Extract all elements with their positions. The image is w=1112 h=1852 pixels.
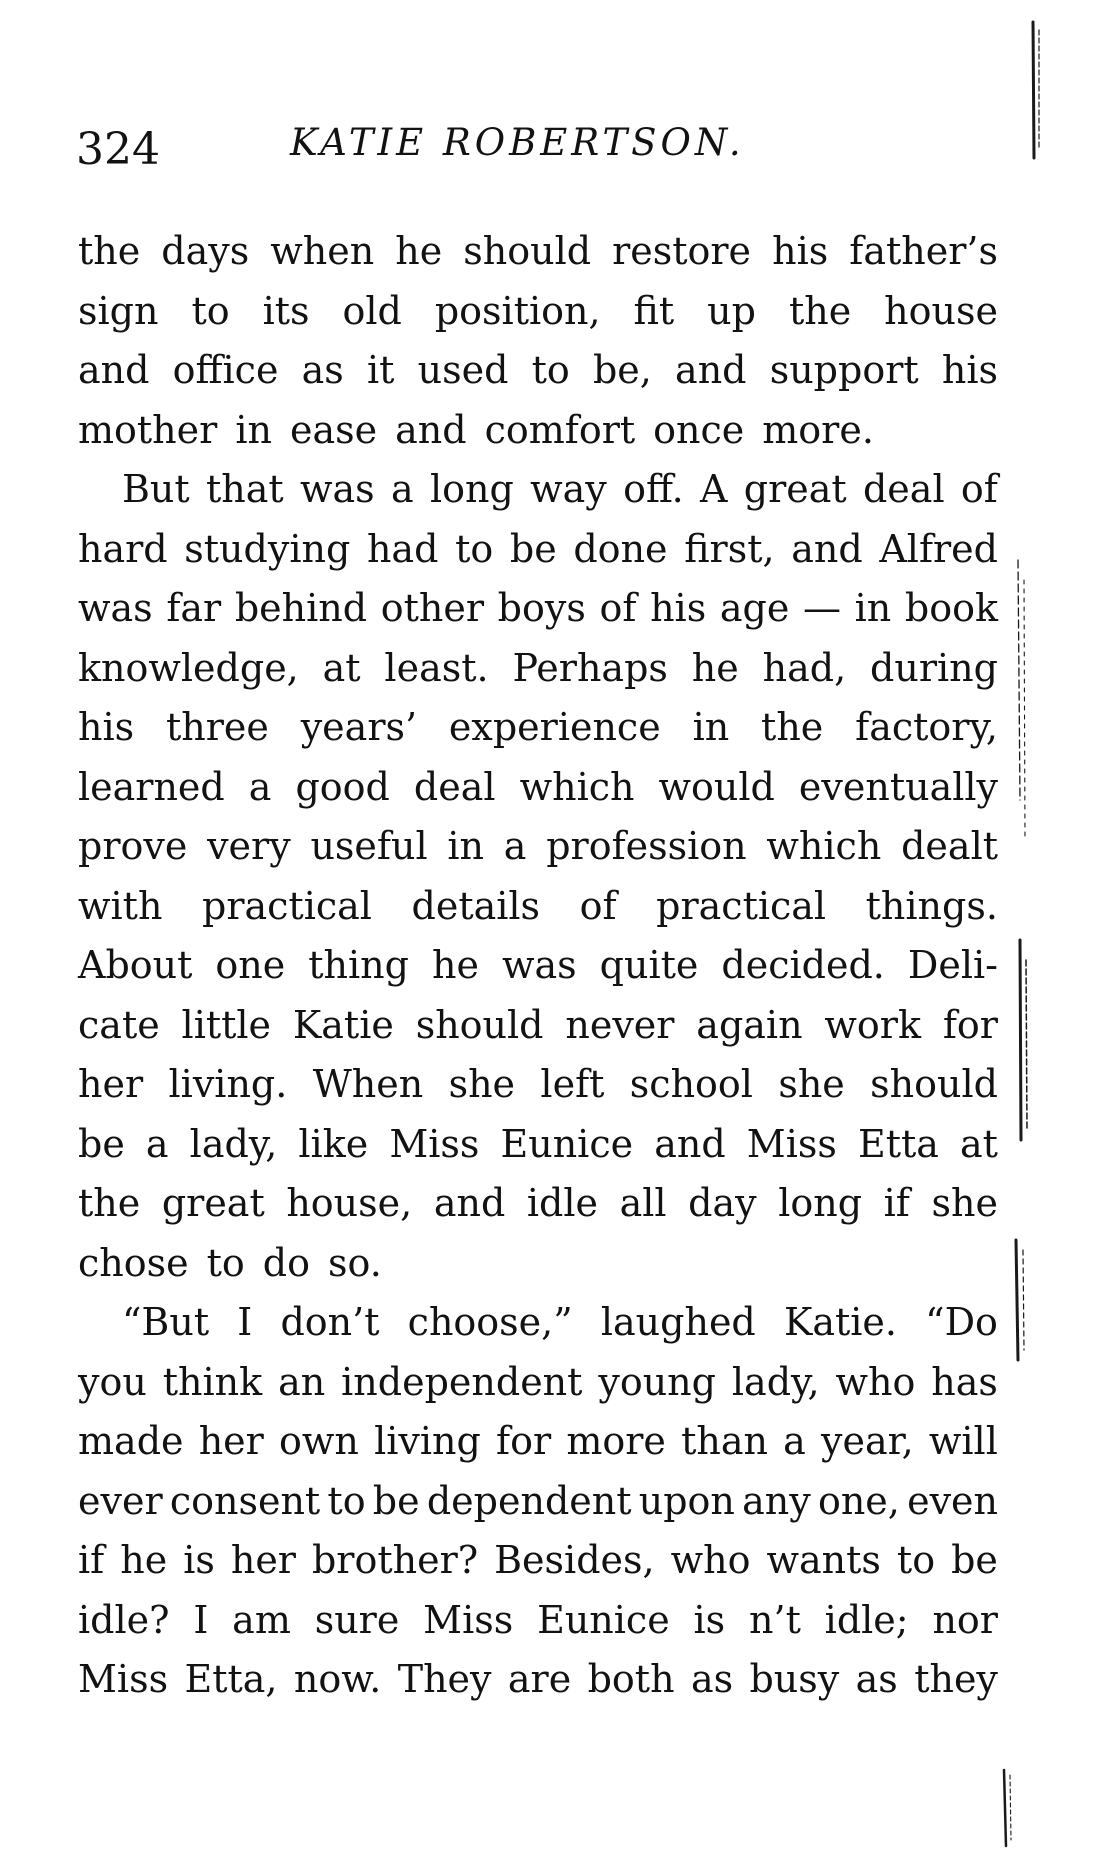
scan-mark (1024, 580, 1025, 840)
text-line: the days when he should restore his father’s (78, 229, 998, 273)
text-line: About one thing he was quite decided. Deli- (78, 943, 998, 987)
scan-mark (1010, 1775, 1011, 1840)
text-line: Miss Etta, now. They are both as busy as they (78, 1657, 998, 1701)
text-line: But that was a long way off. A great deal of (122, 467, 998, 511)
text-line: knowledge, at least. Perhaps he had, during (78, 645, 998, 690)
text-line: mother in ease and comfort once more. (78, 407, 874, 452)
scan-mark (1016, 1240, 1018, 1360)
scan-mark (1033, 22, 1034, 158)
text-line: ever consent to be dependent upon any one, even (78, 1478, 998, 1523)
text-line: with practical details of practical things. (78, 883, 998, 928)
text-line: you think an independent young lady, who has (78, 1359, 998, 1404)
text-line: chose to do so. (78, 1240, 382, 1285)
text-line: her living. When she left school she should (78, 1062, 998, 1106)
text-line: “But I don’t choose,” laughed Katie. “Do (122, 1300, 998, 1344)
text-line: be a lady, like Miss Eunice and Miss Etta at (78, 1121, 998, 1166)
scan-mark (1020, 940, 1021, 1140)
text-line: and office as it used to be, and support his (78, 348, 998, 392)
text-line: made her own living for more than a year, will (78, 1419, 998, 1463)
text-line: sign to its old position, fit up the house (78, 288, 998, 333)
text-line: was far behind other boys of his age — in book (78, 586, 998, 630)
running-title: KATIE ROBERTSON. (290, 121, 745, 164)
body-text (78, 222, 998, 1710)
scan-mark (1026, 960, 1027, 1130)
text-line: his three years’ experience in the factory, (78, 705, 998, 749)
text-line: prove very useful in a profession which dealt (78, 824, 998, 868)
text-line: learned a good deal which would eventually (78, 764, 998, 809)
text-line: the great house, and idle all day long if she (78, 1181, 998, 1225)
text-line: if he is her brother? Besides, who wants to be (78, 1538, 998, 1582)
scan-mark (1018, 560, 1020, 800)
scan-mark (1023, 1250, 1024, 1350)
text-line: hard studying had to be done first, and Alfred (78, 526, 998, 571)
page-number: 324 (76, 124, 160, 175)
text-line: idle? I am sure Miss Eunice is n’t idle; nor (78, 1597, 998, 1642)
text-line: cate little Katie should never again work for (78, 1002, 998, 1047)
scan-mark (1004, 1770, 1006, 1846)
